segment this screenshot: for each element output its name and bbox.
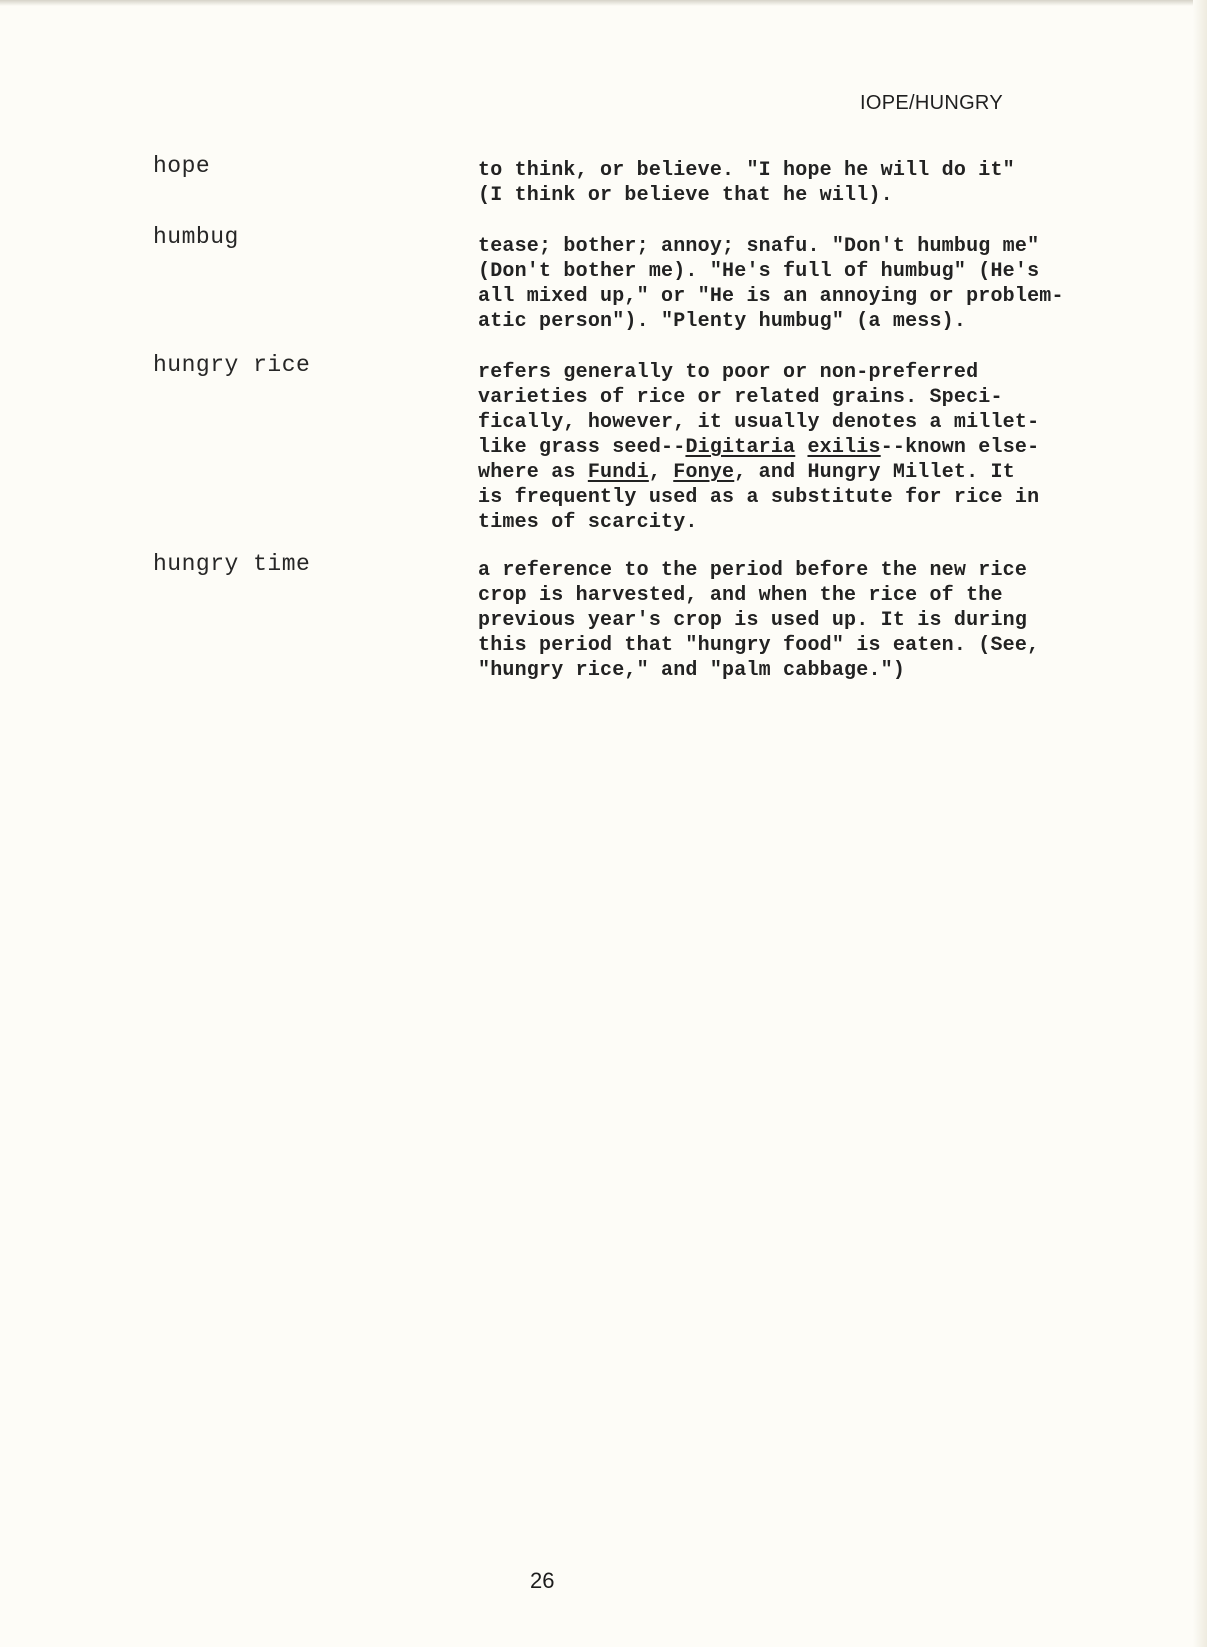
entry-term-hope: hope — [153, 153, 211, 179]
entry-definition-hope — [478, 158, 1098, 208]
scientific-name-species: exilis — [807, 436, 881, 459]
running-head: IOPE/HUNGRY — [860, 92, 1003, 114]
text-run: --known else- — [880, 436, 1040, 459]
definition-line: times of scarcity. — [478, 511, 698, 534]
page-edge-shadow-right — [1193, 0, 1207, 1647]
text-run: , — [648, 461, 674, 484]
definition-line: "hungry rice," and "palm cabbage.") — [478, 659, 906, 682]
text-run: where as — [478, 461, 588, 484]
local-name-fonye: Fonye — [673, 461, 735, 484]
definition-line: this period that "hungry food" is eaten. (See, — [478, 634, 1040, 657]
local-name-fundi: Fundi — [587, 461, 649, 484]
definition-line — [478, 460, 1098, 485]
definition-line: atic person"). "Plenty humbug" (a mess). — [478, 310, 967, 333]
definition-line: tease; bother; annoy; snafu. "Don't humbug me" — [478, 235, 1040, 258]
definition-line: previous year's crop is used up. It is during — [478, 609, 1028, 632]
scientific-name-genus: Digitaria — [685, 436, 796, 459]
definition-line: (Don't bother me). "He's full of humbug" (He's — [478, 260, 1040, 283]
definition-line: a reference to the period before the new rice — [478, 559, 1028, 582]
text-run — [795, 436, 807, 459]
page-edge-shadow — [0, 0, 1207, 6]
entry-term-hungry-time: hungry time — [153, 551, 311, 577]
definition-line: is frequently used as a substitute for rice in — [478, 486, 1040, 509]
entry-definition-humbug — [478, 234, 1098, 334]
entry-definition-hungry-time — [478, 558, 1098, 683]
definition-line: refers generally to poor or non-preferred — [478, 361, 979, 384]
page-number: 26 — [530, 1568, 555, 1593]
definition-line: fically, however, it usually denotes a millet- — [478, 411, 1040, 434]
entry-term-hungry-rice: hungry rice — [153, 352, 311, 378]
definition-line: all mixed up," or "He is an annoying or problem- — [478, 285, 1064, 308]
definition-line — [478, 435, 1098, 460]
entry-term-humbug: humbug — [153, 224, 239, 250]
definition-line: crop is harvested, and when the rice of the — [478, 584, 1003, 607]
definition-line: (I think or believe that he will). — [478, 184, 893, 207]
text-run: like grass seed-- — [478, 436, 686, 459]
text-run: , and Hungry Millet. It — [734, 461, 1015, 484]
definition-line: to think, or believe. "I hope he will do it" — [478, 159, 1015, 182]
entry-definition-hungry-rice — [478, 360, 1098, 535]
definition-line: varieties of rice or related grains. Speci- — [478, 386, 1003, 409]
